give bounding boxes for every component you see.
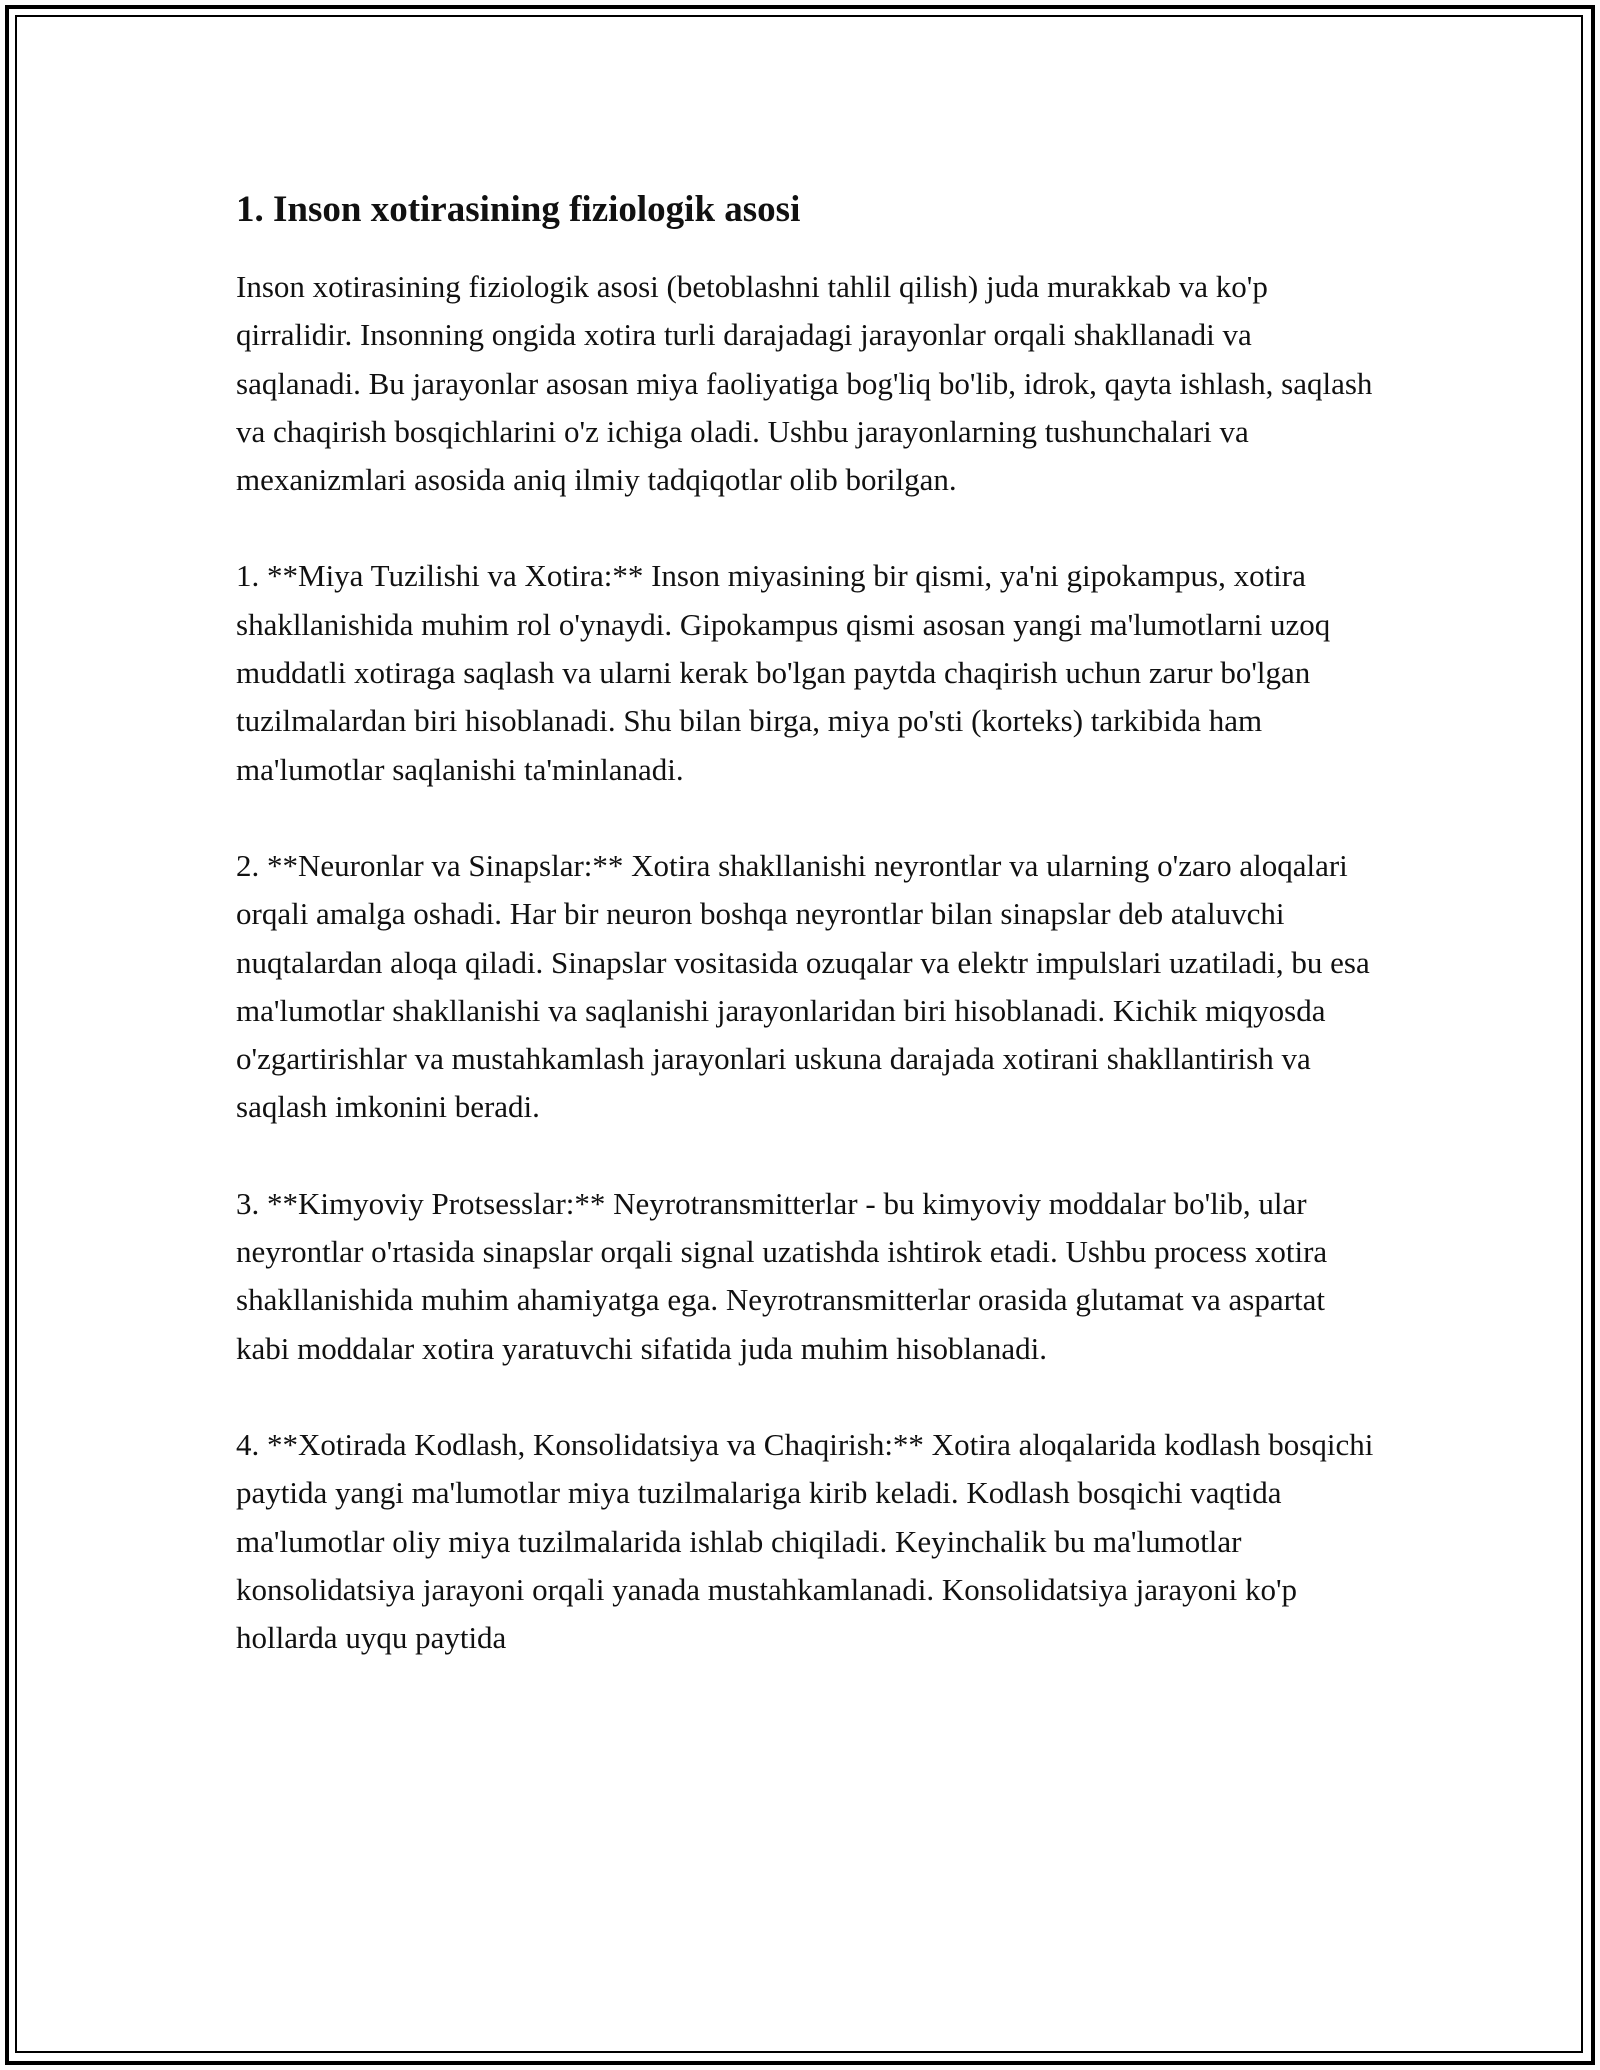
paragraph-brain-structure: 1. **Miya Tuzilishi va Xotira:** Inson miyasining bir qismi, ya'ni gipokampus, xotira shakllanishida muhim rol o'ynaydi. Gipokampus qismi asosan yangi ma'lumotlarni uzoq muddatli xotiraga saqlash va ularni kerak bo'lgan paytda chaqirish uchun zarur bo'lgan tuzilmalardan biri hisoblanadi. Shu bilan birga, miya po'sti (korteks) tarkibida ham ma'lumotlar saqlanishi ta'minlanadi. xyxy=(236,558,1331,787)
document-title: 1. Inson xotirasining fiziologik asosi xyxy=(236,189,801,230)
paragraph-chemical-processes: 3. **Kimyoviy Protsesslar:** Neyrotransmitterlar - bu kimyoviy moddalar bo'lib, ular neyrontlar o'rtasida sinapslar orqali signal uzatishda ishtirok etadi. Ushbu process xotira shakllanishida muhim ahamiyatga ega. Neyrotransmitterlar orasida glutamat va aspartat kabi moddalar xotira yaratuvchi sifatida juda muhim hisoblanadi. xyxy=(236,1185,1328,1366)
paragraph-encoding-consolidation: 4. **Xotirada Kodlash, Konsolidatsiya va Chaqirish:** Xotira aloqalarida kodlash bosqichi paytida yangi ma'lumotlar miya tuzilmalariga kirib keladi. Kodlash bosqichi vaqtida ma'lumotlar oliy miya tuzilmalarida ishlab chiqiladi. Keyinchalik bu ma'lumotlar konsolidatsiya jarayoni orqali yanada mustahkamlanadi. Konsolidatsiya jarayoni ko'p hollarda uyqu paytida xyxy=(236,1426,1374,1656)
paragraph-neurons-synapses: 2. **Neuronlar va Sinapslar:** Xotira shakllanishi neyrontlar va ularning o'zaro aloqalari orqali amalga oshadi. Har bir neuron boshqa neyrontlar bilan sinapslar deb ataluvchi nuqtalardan aloqa qiladi. Sinapslar vositasida ozuqalar va elektr impulslari uzatiladi, bu esa ma'lumotlar shakllanishi va saqlanishi jarayonlaridan biri hisoblanadi. Kichik miqyosda o'zgartirishlar va mustahkamlash jarayonlari uskuna darajada xotirani shakllantirish va saqlash imkonini beradi. xyxy=(236,847,1370,1125)
intro-paragraph: Inson xotirasining fiziologik asosi (betoblashni tahlil qilish) juda murakkab va ko'p qirralidir. Insonning ongida xotira turli darajadagi jarayonlar orqali shakllanadi va saqlanadi. Bu jarayonlar asosan miya faoliyatiga bog'liq bo'lib, idrok, qayta ishlash, saqlash va chaqirish bosqichlarini o'z ichiga oladi. Ushbu jarayonlarning tushunchalari va mexanizmlari asosida aniq ilmiy tadqiqotlar olib borilgan. xyxy=(236,269,1373,498)
document-body xyxy=(236,185,1376,1710)
